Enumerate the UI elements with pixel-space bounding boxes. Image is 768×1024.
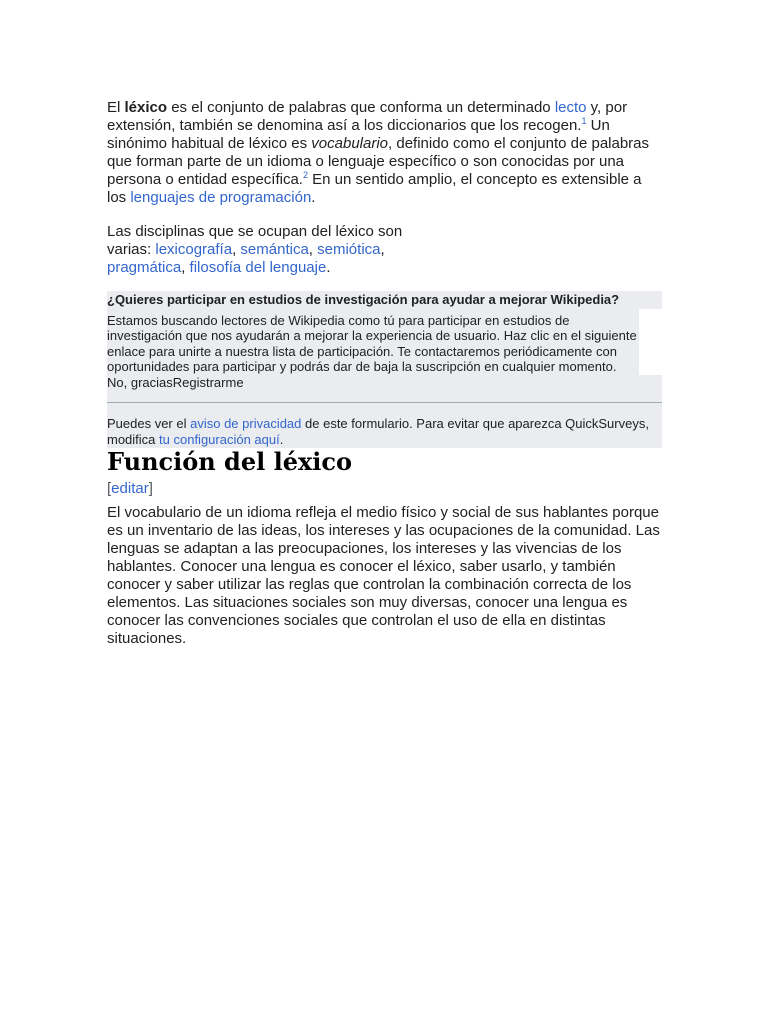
section-heading: Función del léxico bbox=[107, 447, 353, 477]
reference-1[interactable]: 1 bbox=[581, 115, 587, 126]
article-content bbox=[107, 99, 662, 647]
disciplines-paragraph bbox=[107, 223, 407, 277]
footer-text: Puedes ver el bbox=[107, 416, 191, 432]
no-thanks-button[interactable]: No, gracias bbox=[107, 374, 173, 390]
link-semiotica[interactable]: semiótica bbox=[317, 241, 381, 259]
link-filosofia-del-lenguaje[interactable]: filosofía del lenguaje bbox=[189, 259, 327, 277]
link-pragmatica[interactable]: pragmática bbox=[107, 259, 182, 277]
disciplines-text: Las disciplinas que se ocupan del léxico son varias: bbox=[107, 223, 403, 259]
survey-actions bbox=[107, 375, 662, 403]
link-lexicografia[interactable]: lexicografía bbox=[155, 241, 233, 259]
intro-text: En un sentido amplio, el concepto es extensible a los bbox=[107, 170, 642, 206]
configuration-link[interactable]: tu configuración aquí bbox=[159, 431, 280, 447]
survey-title: ¿Quieres participar en estudios de investigación para ayudar a mejorar Wikipedia? bbox=[107, 291, 662, 309]
survey-description: Estamos buscando lectores de Wikipedia como tú para participar en estudios de investigación que nos ayudarán a mejorar la experiencia de usuario. Haz clic en el siguiente enlace para unirte a nuestra lista de participación. Te contactaremos periódicamente con oportunidades para participar y podrás dar de baja la suscripción en cualquier momento. bbox=[107, 309, 639, 375]
term-italic: vocabulario bbox=[311, 134, 389, 152]
intro-text: es el conjunto de palabras que conforma un determinado bbox=[167, 99, 555, 116]
period: . bbox=[326, 259, 331, 277]
separator: , bbox=[181, 259, 190, 277]
link-semantica[interactable]: semántica bbox=[240, 241, 309, 259]
reference-2[interactable]: 2 bbox=[302, 169, 308, 180]
privacy-notice-link[interactable]: aviso de privacidad bbox=[190, 416, 302, 432]
separator: , bbox=[380, 241, 385, 259]
quicksurvey-panel bbox=[107, 291, 662, 448]
separator: , bbox=[232, 241, 241, 259]
bracket: [ bbox=[107, 480, 112, 498]
footer-text: . bbox=[279, 431, 284, 447]
edit-section bbox=[107, 480, 662, 498]
link-lecto[interactable]: lecto bbox=[554, 99, 587, 116]
register-button[interactable]: Registrarme bbox=[172, 374, 244, 390]
bracket: ] bbox=[148, 480, 153, 498]
section-body: El vocabulario de un idioma refleja el medio físico y social de sus hablantes porque es un inventario de las ideas, los intereses y las ocupaciones de la comunidad. Las lenguas se adaptan a las preocupaciones, los intereses y las vivencias de los hablantes. Conocer una lengua es conocer el léxico, saber usarlo, y también conocer y saber utilizar las reglas que controlan la combinación correcta de los elementos. Las situaciones sociales son muy diversas, conocer una lengua es conocer las convenciones sociales que controlan el uso de ella en distintas situaciones. bbox=[107, 504, 660, 647]
intro-text: , definido como el conjunto de palabras que forman parte de un idioma o lenguaje específico o son conocidas por una persona o entidad específica. bbox=[107, 134, 650, 188]
survey-footer bbox=[107, 403, 662, 448]
intro-text: Un sinónimo habitual de léxico es bbox=[107, 116, 610, 152]
survey-body bbox=[107, 309, 662, 375]
edit-link[interactable]: editar bbox=[111, 480, 149, 498]
term-bold: léxico bbox=[124, 99, 168, 116]
intro-text: y, por extensión, también se denomina así a los diccionarios que los recogen. bbox=[107, 99, 628, 134]
link-programming-languages[interactable]: lenguajes de programación bbox=[130, 188, 312, 206]
intro-paragraph bbox=[107, 99, 662, 206]
separator: , bbox=[308, 241, 318, 259]
intro-text: . bbox=[311, 188, 316, 206]
footer-text: de este formulario. Para evitar que aparezca QuickSurveys, modifica bbox=[107, 416, 649, 447]
intro-text: El bbox=[107, 99, 125, 116]
